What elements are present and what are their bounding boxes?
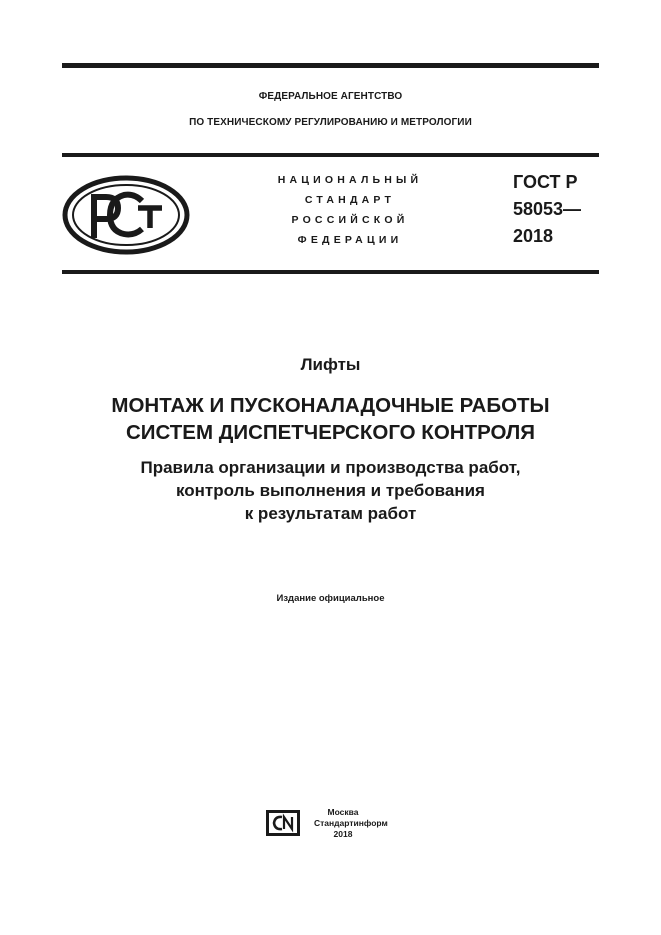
standartinform-logo-icon	[265, 809, 301, 837]
edition-note: Издание официальное	[276, 593, 385, 604]
agency-line-1: ФЕДЕРАЛЬНОЕ АГЕНТСТВО	[258, 91, 403, 102]
standard-type-line-4: ФЕДЕРАЦИИ	[297, 234, 403, 246]
standard-type-line-2: СТАНДАРТ	[304, 194, 396, 206]
document-title	[62, 392, 599, 446]
document-subtitle	[62, 456, 599, 525]
document-topic: Лифты	[300, 355, 361, 374]
document-title-line-1: МОНТАЖ И ПУСКОНАЛАДОЧНЫЕ РАБОТЫ	[111, 394, 550, 417]
publisher-city: Москва	[327, 807, 359, 817]
standard-type-line-1: НАЦИОНАЛЬНЫЙ	[277, 174, 423, 186]
standard-type-line-3: РОССИЙСКОЙ	[291, 214, 409, 226]
document-subtitle-line-3: к результатам работ	[244, 504, 417, 523]
designation-line-1: ГОСТ Р	[513, 172, 578, 192]
publisher-block	[314, 807, 388, 840]
designation-line-2: 58053—	[513, 199, 582, 219]
document-title-line-2: СИСТЕМ ДИСПЕТЧЕРСКОГО КОНТРОЛЯ	[125, 421, 536, 444]
designation-line-3: 2018	[513, 226, 554, 246]
publisher-name: Стандартинформ	[314, 818, 388, 828]
header-rule-bottom	[62, 270, 599, 274]
agency-line-2: ПО ТЕХНИЧЕСКОМУ РЕГУЛИРОВАНИЮ И МЕТРОЛОГИИ	[189, 117, 472, 128]
rst-emblem-text: РСТ	[62, 175, 64, 176]
header-rule-top	[62, 153, 599, 157]
publisher-year: 2018	[333, 829, 353, 839]
rst-emblem-icon	[62, 175, 190, 255]
document-subtitle-line-2: контроль выполнения и требования	[176, 481, 485, 500]
document-subtitle-line-1: Правила организации и производства работ,	[140, 458, 521, 477]
standartinform-logo-text: СИ	[265, 809, 267, 810]
top-rule	[62, 63, 599, 68]
